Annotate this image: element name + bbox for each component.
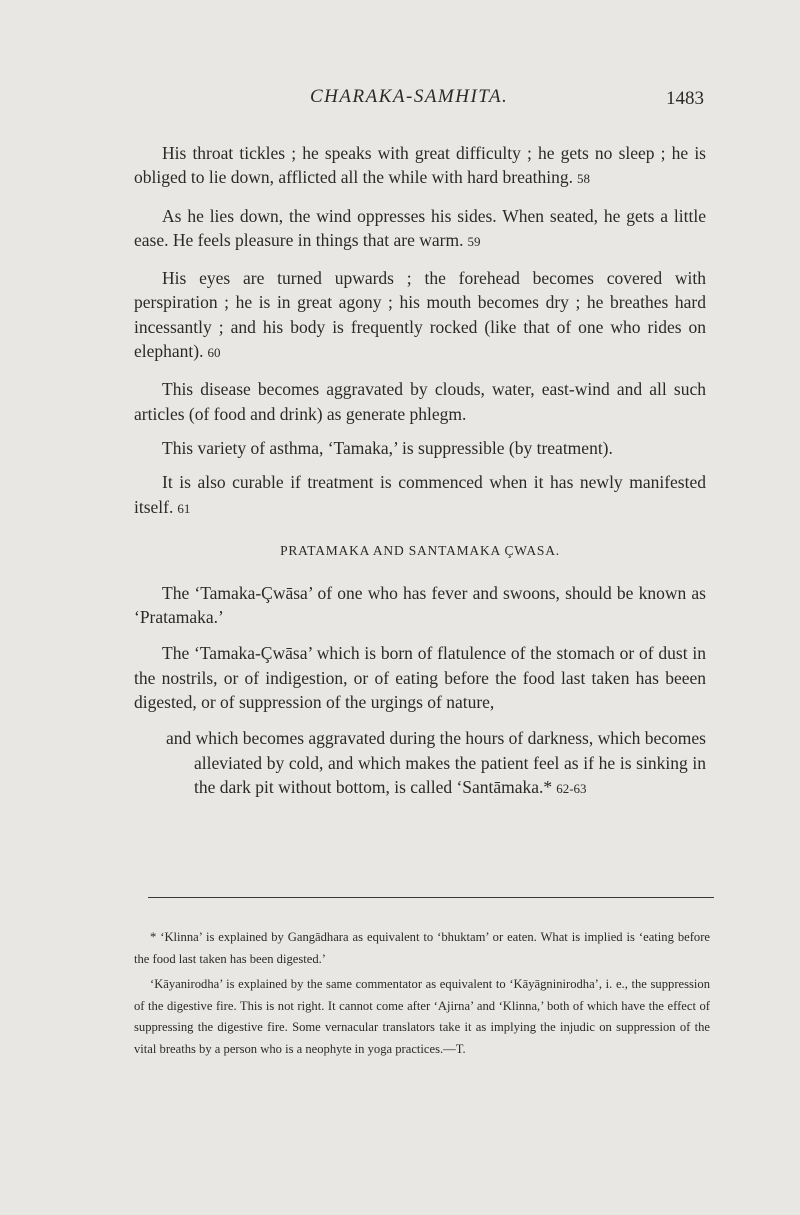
paragraph: This variety of asthma, ‘Tamaka,’ is suppressible (by treatment).	[162, 437, 613, 458]
paragraph: His throat tickles ; he speaks with great difficulty ; he gets no sleep ; he is obliged to lie down, afflicted all the while with hard breathing. 58	[134, 143, 706, 188]
paragraph: It is also curable if treatment is commenced when it has newly manifested itself. 61	[134, 472, 706, 517]
paragraph: His eyes are turned upwards ; the forehead becomes covered with perspiration ; he is in great agony ; his mouth becomes dry ; he breathes hard incessantly ; and his body is frequently rocked (like that of one who rides on elephant). 60	[134, 268, 706, 362]
main-text	[134, 141, 706, 813]
footnotes	[134, 927, 710, 1064]
footnote: * ‘Klinna’ is explained by Gangādhara as equivalent to ‘bhuktam’ or eaten. What is implied is ‘eating before the food last taken has been digested.’	[134, 930, 710, 966]
footnote-divider	[148, 897, 714, 898]
page-number: 1483	[666, 88, 704, 109]
verse-number: 61	[177, 500, 191, 516]
paragraph-hanging: and which becomes aggravated during the hours of darkness, which becomes alleviated by cold, and which makes the patient feel as if he is sinking in the dark pit without bottom, is called ‘Santāmaka.* 62-63	[166, 728, 706, 797]
paragraph: The ‘Tamaka-Çwāsa’ which is born of flatulence of the stomach or of dust in the nostrils, or of indigestion, or of eating before the food last taken has beeen digested, or of suppression of the urgings of nature,	[134, 643, 706, 713]
paragraph: As he lies down, the wind oppresses his sides. When seated, he gets a little ease. He feels pleasure in things that are warm. 59	[134, 205, 706, 250]
footnote: ‘Kāyanirodha’ is explained by the same commentator as equivalent to ‘Kāyāgninirodha’, i. e., the suppression of the digestive fire. This is not right. It cannot come after ‘Ajirna’ and ‘Klinna,’ both of which have the effect of suppressing the digestive fire. Some vernacular translators take it as implying the injudic on suppression of the vital breaths by a person who is a neophyte in yoga practices.—T.	[134, 977, 710, 1056]
verse-number: 59	[467, 233, 481, 249]
running-title: CHARAKA-SAMHITA.	[310, 86, 509, 107]
verse-number: 62-63	[556, 780, 587, 796]
verse-number: 58	[577, 171, 591, 187]
section-heading: PRATAMAKA AND SANTAMAKA ÇWASA.	[280, 542, 560, 558]
page-header	[0, 86, 800, 116]
paragraph: The ‘Tamaka-Çwāsa’ of one who has fever and swoons, should be known as ‘Pratamaka.’	[134, 582, 706, 628]
verse-number: 60	[207, 345, 221, 361]
paragraph: This disease becomes aggravated by clouds, water, east-wind and all such articles (of food and drink) as generate phlegm.	[134, 379, 706, 424]
